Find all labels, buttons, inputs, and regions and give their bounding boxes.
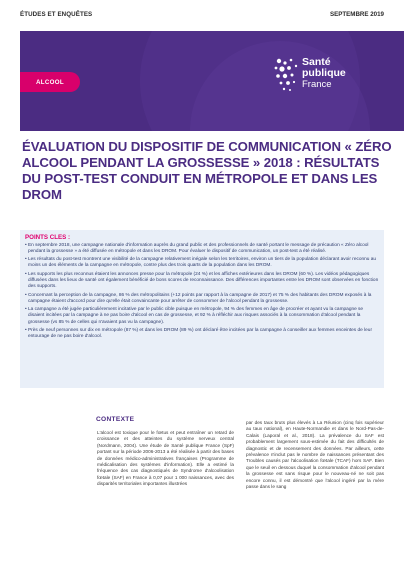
santé-publique-france-logo (273, 57, 353, 107)
context-text-right: par des taux bruts plus élevés à La Réunion (cinq fois supérieur au taux national), en Haute-Normandie et dans le Nord-Pas-de-Calais (Laporal et al., 2018). La prévalence du SAF est probablement largement sous-estimée du fait des difficultés de diagnostic et de recensement des données. Par ailleurs, cette prévalence n'inclut pas le nombre de naissances présentant des Troubles causés par l'alcoolisation fœtale (TCAF) hors SAF. Bien que le seuil en dessous duquel la consommation d'alcool pendant la grossesse est sans risque pour le nouveau-né ne soit pas encore connu, il est démontré que l'alcool ingéré par la mère passe dans le sang (246, 420, 384, 490)
publication-date: SEPTEMBRE 2019 (330, 11, 384, 18)
topic-badge (20, 72, 80, 92)
logo-line-2: publique (302, 67, 346, 79)
key-point-item: • Les supports les plus reconnus étaient les annonces presse pour la métropole (24 %) et les affiches extérieures dans les DROM (60 %). Les vidéos pédagogiques diffusées dans les lieux de santé ont également bénéficié de bons scores de reconnaissance. Des différences importantes entre les DROM sont observées en fonction des supports. (25, 272, 379, 291)
document-title: ÉVALUATION DU DISPOSITIF DE COMMUNICATION « ZÉRO ALCOOL PENDANT LA GROSSESSE » 2018 : RÉSULTATS DU POST-TEST CONDUIT EN MÉTROPOLE ET DANS LES DROM (22, 139, 392, 202)
logo-line-1: Santé (302, 56, 331, 68)
page-header (0, 0, 404, 30)
key-point-item: • Concernant la perception de la campagne, 86 % des métropolitains (+12 points par rapport à la campagne de 2017) et 75 % des habitants des DROM exposés à la campagne étaient d'accord pour dire qu'elle était convaincante pour arrêter de consommer de l'alcool pendant la grossesse. (25, 293, 379, 306)
key-point-item: • Près de neuf personnes sur dix en métropole (87 %) et dans les DROM (89 %) ont déclaré être incitées par la campagne à conseiller aux femmes enceintes de leur entourage de ne pas boire d'alcool. (25, 328, 379, 341)
key-point-item: • La campagne a été jugée particulièrement incitative par le public cible puisque en métropole, 94 % des femmes en âge de procréer et ayant vu la campagne se disaient incitées par la campagne à ne pas boire d'alcool en cas de grossesse, et 92 % à réfléchir aux risques associés à la consommation d'alcool pendant la grossesse (vs 85 % de celles qui n'avaient pas vu la campagne). (25, 307, 379, 326)
logo-line-3: France (302, 79, 332, 90)
topic-label: ALCOOL (36, 78, 64, 86)
key-points-box (20, 230, 384, 388)
key-point-item: • En septembre 2018, une campagne nationale d'information auprès du grand public et des professionnels de santé portant le message de précaution « Zéro alcool pendant la grossesse » a été diffusée en métropole et dans les DROM. Pour évaluer le dispositif de communication, un post-test a été réalisé. (25, 243, 379, 256)
cover-banner (20, 31, 404, 131)
key-point-item: • Les résultats du post-test montrent une visibilité de la campagne relativement inégale selon les territoires, environ un tiers de la population déclarant avoir reconnu au moins un des éléments de la campagne en métropole, contre plus des trois quarts de la population dans les DROM. (25, 257, 379, 270)
publication-series: ÉTUDES ET ENQUÊTES (20, 11, 93, 18)
logo-dots-icon (273, 57, 301, 97)
context-heading: CONTEXTE (96, 416, 135, 423)
logo-wordmark (302, 57, 346, 90)
key-points-heading: POINTS CLES : (25, 234, 71, 241)
context-text-left: L'alcool est toxique pour le fœtus et peut entraîner un retard de croissance et des atteintes du système nerveux central (Nordmann, 2004). Une étude de Santé publique France (SpF) portant sur la période 2006-2013 a été réalisée à partir des bases de données médico-administratives françaises (Programme de médicalisation des systèmes d'information). Elle a estimé la fréquence des cas diagnostiqués de Syndrome d'alcoolisation fœtale (SAF) en France à 0,07 pour 1 000 naissances, avec des disparités territoriales importantes illustrées (97, 430, 234, 487)
